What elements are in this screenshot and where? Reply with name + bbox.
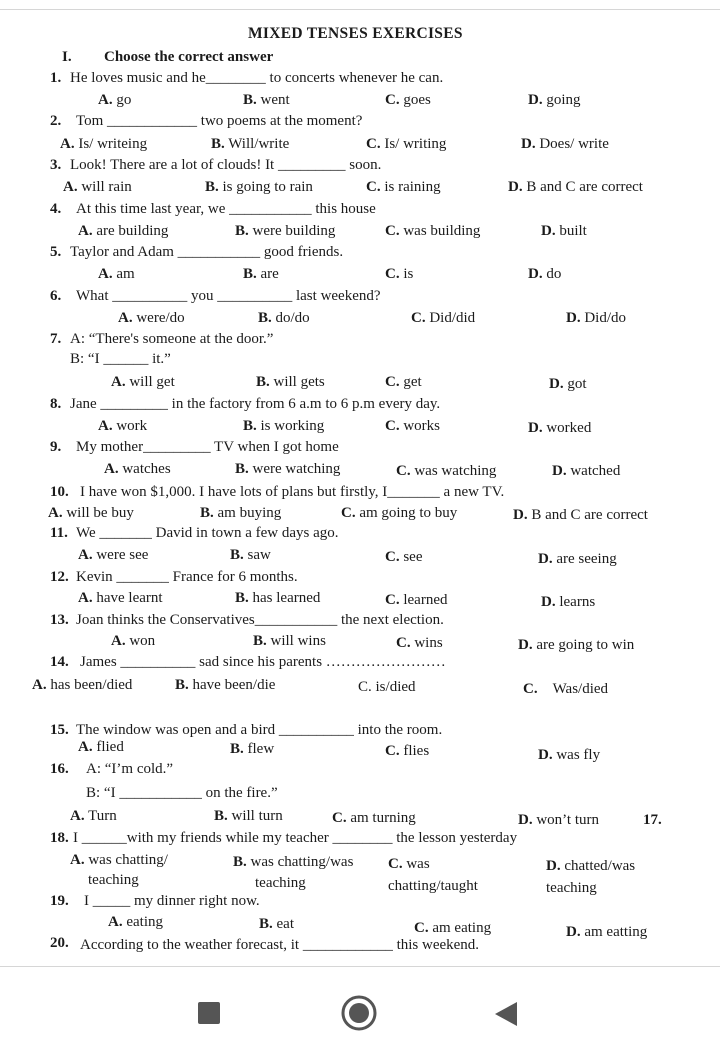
option-letter: B.	[235, 590, 249, 606]
circle-icon	[340, 994, 378, 1032]
option-letter: C.	[385, 743, 400, 759]
option-text: Was/died	[552, 681, 609, 697]
option-d[interactable]	[538, 550, 617, 568]
option-letter: C.	[385, 549, 400, 565]
option-c[interactable]	[414, 919, 491, 937]
option-a[interactable]	[104, 460, 171, 478]
option-text: has learned	[252, 590, 321, 606]
question-text: We _______ David in town a few days ago.	[76, 525, 339, 541]
option-text: eat	[276, 916, 294, 932]
option-d[interactable]	[508, 178, 643, 196]
option-text: learned	[403, 592, 448, 608]
option-text: will gets	[273, 374, 325, 390]
option-text: won	[129, 633, 156, 649]
question-number: 2.	[50, 113, 62, 129]
option-letter: B.	[233, 854, 247, 870]
option-letter: C.	[523, 681, 538, 697]
option-text: am going to buy	[359, 505, 458, 521]
option-letter: A.	[98, 92, 113, 108]
question-number: 19.	[50, 893, 69, 909]
option-text: watched	[570, 463, 621, 479]
question-text: The window was open and a bird __________ into the room.	[76, 722, 443, 738]
triangle-back-icon	[493, 1001, 519, 1027]
option-a[interactable]	[70, 807, 117, 825]
option-text: do	[546, 266, 562, 282]
option-c[interactable]	[385, 222, 480, 240]
option-text: goes	[403, 92, 431, 108]
option-letter: C.	[332, 810, 347, 826]
question-number: 7.	[50, 331, 62, 347]
option-text: watches	[122, 461, 171, 477]
option-text: flies	[403, 743, 430, 759]
option-letter: C.	[341, 505, 356, 521]
section-number: I.	[62, 49, 72, 65]
option-b[interactable]	[200, 504, 281, 522]
option-text: learns	[559, 594, 596, 610]
option-c[interactable]	[385, 591, 447, 609]
option-b[interactable]	[233, 853, 353, 871]
option-letter: B.	[235, 223, 249, 239]
option-letter: A.	[111, 633, 126, 649]
section-title: Choose the correct answer	[104, 49, 274, 65]
option-b[interactable]	[258, 309, 310, 327]
option-c[interactable]	[396, 634, 443, 652]
question-number: 10.	[50, 484, 69, 500]
option-letter: D.	[521, 136, 536, 152]
option-letter: B.	[175, 677, 189, 693]
option-letter: C.	[366, 179, 381, 195]
option-b[interactable]	[230, 740, 274, 758]
option-letter: C.	[385, 266, 400, 282]
option-c[interactable]	[385, 548, 423, 566]
option-text: B and C are correct	[531, 507, 648, 523]
option-d[interactable]	[518, 636, 634, 654]
question-number: 4.	[50, 201, 62, 217]
question-text: Look! There are a lot of clouds! It _________ soon.	[70, 157, 382, 173]
option-letter: B.	[230, 547, 244, 563]
option-b[interactable]	[259, 915, 294, 933]
option-a[interactable]	[48, 504, 134, 522]
top-divider	[0, 9, 720, 10]
option-a[interactable]	[78, 222, 168, 240]
option-text: Does/ write	[539, 136, 609, 152]
option-text: is working	[260, 418, 325, 434]
option-text: have been/die	[192, 677, 276, 693]
option-a[interactable]	[78, 546, 148, 564]
question-text: I ______with my friends while my teacher ________ the lesson yesterday	[73, 830, 518, 846]
question-number: 6.	[50, 288, 62, 304]
option-text: went	[260, 92, 290, 108]
square-icon	[198, 1002, 220, 1024]
option-text: do/do	[275, 310, 310, 326]
option-text: was	[406, 856, 430, 872]
question-text-line2: B: “I ___________ on the fire.”	[86, 785, 278, 801]
question-text: I have won $1,000. I have lots of plans but firstly, I_______ a new TV.	[80, 484, 505, 500]
option-c[interactable]	[341, 504, 457, 522]
navigation-bar	[0, 967, 720, 1061]
option-a[interactable]	[63, 178, 132, 196]
option-letter: C.	[385, 418, 400, 434]
option-letter: D.	[549, 376, 564, 392]
option-text: Did/do	[584, 310, 627, 326]
option-d[interactable]	[541, 593, 595, 611]
option-d[interactable]	[528, 265, 561, 283]
option-letter: C.	[358, 679, 372, 695]
option-text: won’t turn	[536, 812, 599, 828]
option-letter: A.	[78, 739, 93, 755]
option-letter: B.	[243, 418, 257, 434]
option-c[interactable]	[366, 135, 446, 153]
option-b[interactable]	[175, 676, 275, 694]
option-a-line2: teaching	[88, 872, 139, 888]
option-d[interactable]	[566, 309, 626, 327]
option-letter: D.	[546, 858, 561, 874]
option-text: work	[116, 418, 148, 434]
option-letter: D.	[538, 551, 553, 567]
option-text: is/died	[375, 679, 416, 695]
option-text: Is/ writing	[384, 136, 447, 152]
option-letter: A.	[111, 374, 126, 390]
option-letter: B.	[253, 633, 267, 649]
question-text: Taylor and Adam ___________ good friends.	[70, 244, 344, 260]
option-letter: C.	[414, 920, 429, 936]
option-letter: A.	[118, 310, 133, 326]
option-text: was fly	[556, 747, 601, 763]
option-text: will be buy	[66, 505, 134, 521]
option-a[interactable]	[98, 91, 131, 109]
question-text: At this time last year, we ___________ this house	[76, 201, 376, 217]
option-text: chatted/was	[564, 858, 636, 874]
page-title: MIXED TENSES EXERCISES	[248, 25, 463, 42]
option-letter: D.	[518, 812, 533, 828]
option-text: am eating	[432, 920, 492, 936]
option-c[interactable]	[385, 417, 440, 435]
option-letter: C.	[385, 374, 400, 390]
option-letter: B.	[214, 808, 228, 824]
option-text: am buying	[217, 505, 282, 521]
option-text: saw	[247, 547, 271, 563]
option-d-line2: teaching	[546, 880, 597, 896]
option-text: have learnt	[96, 590, 163, 606]
option-c[interactable]	[411, 309, 475, 327]
option-text: are going to win	[536, 637, 635, 653]
option-a[interactable]	[118, 309, 185, 327]
option-letter: D.	[552, 463, 567, 479]
question-number: 18.	[50, 830, 69, 846]
option-letter: B.	[205, 179, 219, 195]
option-text: flew	[247, 741, 275, 757]
option-text: am eatting	[584, 924, 648, 940]
option-letter: A.	[60, 136, 75, 152]
option-text: Will/write	[228, 136, 290, 152]
option-c[interactable]	[385, 91, 431, 109]
question-number: 8.	[50, 396, 62, 412]
recents-button[interactable]	[198, 1002, 220, 1024]
option-a[interactable]	[98, 417, 147, 435]
option-text: were building	[252, 223, 336, 239]
option-b[interactable]	[243, 417, 324, 435]
option-d[interactable]	[552, 462, 620, 480]
option-text: works	[403, 418, 441, 434]
option-letter: A.	[78, 223, 93, 239]
question-text: According to the weather forecast, it ____________ this weekend.	[80, 937, 480, 953]
option-letter: A.	[104, 461, 119, 477]
option-text: are	[260, 266, 279, 282]
option-text: Did/did	[429, 310, 476, 326]
option-letter: C.	[385, 223, 400, 239]
option-c-line2: chatting/taught	[388, 878, 478, 894]
option-letter: A.	[70, 808, 85, 824]
back-button[interactable]	[493, 1001, 519, 1027]
option-c[interactable]	[385, 373, 422, 391]
option-text: were/do	[136, 310, 185, 326]
option-b[interactable]	[205, 178, 313, 196]
option-letter: C.	[388, 856, 403, 872]
option-letter: A.	[70, 852, 85, 868]
option-letter: B.	[230, 741, 244, 757]
option-letter: D.	[541, 223, 556, 239]
option-text: am turning	[350, 810, 416, 826]
option-text: will get	[129, 374, 175, 390]
option-letter: B.	[211, 136, 225, 152]
option-letter: C.	[385, 92, 400, 108]
option-letter: B.	[243, 266, 257, 282]
option-b-line2: teaching	[255, 875, 306, 891]
option-text: B and C are correct	[526, 179, 643, 195]
option-letter: A.	[78, 547, 93, 563]
option-d[interactable]	[513, 506, 648, 524]
option-text: has been/died	[50, 677, 133, 693]
option-c[interactable]	[385, 742, 429, 760]
option-letter: D.	[541, 594, 556, 610]
option-d[interactable]	[528, 91, 581, 109]
question-number: 3.	[50, 157, 62, 173]
option-letter: A.	[98, 418, 113, 434]
option-letter: A.	[78, 590, 93, 606]
question-text-line2: B: “I ______ it.”	[70, 351, 171, 367]
question-text: My mother_________ TV when I got home	[76, 439, 339, 455]
question-number: 16.	[50, 761, 69, 777]
option-c[interactable]	[385, 265, 413, 283]
question-number: 9.	[50, 439, 62, 455]
option-letter: B.	[256, 374, 270, 390]
option-a[interactable]	[70, 851, 168, 869]
option-letter: B.	[258, 310, 272, 326]
option-letter: A.	[63, 179, 78, 195]
question-text: Joan thinks the Conservatives___________ the next election.	[76, 612, 444, 628]
option-b[interactable]	[235, 460, 340, 478]
option-text: eating	[126, 914, 163, 930]
option-d[interactable]	[566, 923, 647, 941]
option-letter: D.	[528, 92, 543, 108]
option-c[interactable]	[332, 809, 416, 827]
option-d[interactable]	[521, 135, 609, 153]
option-text: was watching	[414, 463, 497, 479]
option-text: was building	[403, 223, 481, 239]
question-number: 13.	[50, 612, 69, 628]
option-letter: C.	[411, 310, 426, 326]
option-d[interactable]	[523, 680, 608, 698]
option-letter: B.	[200, 505, 214, 521]
option-d[interactable]	[538, 746, 600, 764]
question-number: 1.	[50, 70, 62, 86]
option-c[interactable]	[388, 855, 430, 873]
option-text: are seeing	[556, 551, 617, 567]
option-d[interactable]	[546, 857, 635, 875]
option-b[interactable]	[230, 546, 271, 564]
question-text: A: “I’m cold.”	[86, 761, 174, 777]
question-number: 5.	[50, 244, 62, 260]
option-c[interactable]	[396, 462, 496, 480]
question-text: Tom ____________ two poems at the moment?	[76, 113, 363, 129]
question-number-17: 17.	[643, 812, 662, 828]
option-letter: B.	[259, 916, 273, 932]
option-c[interactable]	[358, 678, 416, 696]
option-b[interactable]	[235, 222, 335, 240]
option-text: will wins	[270, 633, 326, 649]
option-text: built	[559, 223, 587, 239]
question-text: Jane _________ in the factory from 6 a.m to 6 p.m every day.	[70, 396, 441, 412]
option-d[interactable]	[528, 419, 591, 437]
question-text: James __________ sad since his parents ……………………	[80, 654, 446, 670]
option-letter: B.	[243, 92, 257, 108]
option-letter: D.	[518, 637, 533, 653]
option-text: got	[567, 376, 587, 392]
home-button[interactable]	[340, 994, 378, 1032]
option-text: get	[403, 374, 422, 390]
option-letter: D.	[566, 310, 581, 326]
option-a[interactable]	[32, 676, 132, 694]
option-text: flied	[96, 739, 124, 755]
question-number: 12.	[50, 569, 69, 585]
option-letter: D.	[513, 507, 528, 523]
option-letter: C.	[366, 136, 381, 152]
option-letter: C.	[396, 635, 411, 651]
question-text: He loves music and he________ to concerts whenever he can.	[70, 70, 444, 86]
option-text: wins	[414, 635, 443, 651]
question-number: 14.	[50, 654, 69, 670]
option-text: were watching	[252, 461, 341, 477]
option-text: see	[403, 549, 423, 565]
option-b[interactable]	[243, 91, 290, 109]
option-d[interactable]	[518, 811, 599, 829]
option-b[interactable]	[214, 807, 283, 825]
option-letter: C.	[385, 592, 400, 608]
option-text: will turn	[231, 808, 283, 824]
option-text: Turn	[88, 808, 117, 824]
option-text: is raining	[384, 179, 441, 195]
option-b[interactable]	[253, 632, 326, 650]
option-letter: A.	[48, 505, 63, 521]
question-text: What __________ you __________ last weekend?	[76, 288, 381, 304]
option-letter: D.	[538, 747, 553, 763]
option-text: is going to rain	[222, 179, 313, 195]
option-letter: A.	[108, 914, 123, 930]
question-text: I _____ my dinner right now.	[84, 893, 260, 909]
option-a[interactable]	[108, 913, 163, 931]
question-number: 15.	[50, 722, 69, 738]
option-letter: B.	[235, 461, 249, 477]
option-text: worked	[546, 420, 592, 436]
option-d[interactable]	[541, 222, 587, 240]
option-a[interactable]	[78, 738, 124, 756]
option-letter: A.	[32, 677, 47, 693]
question-number: 11.	[50, 525, 68, 541]
option-b[interactable]	[211, 135, 289, 153]
option-a[interactable]	[111, 632, 155, 650]
option-a[interactable]	[98, 265, 135, 283]
option-text: were see	[96, 547, 149, 563]
option-letter: D.	[508, 179, 523, 195]
option-letter: D.	[528, 266, 543, 282]
option-text: Is/ writeing	[78, 136, 148, 152]
option-text: was chatting/was	[250, 854, 354, 870]
option-text: going	[546, 92, 581, 108]
option-letter: D.	[528, 420, 543, 436]
option-text: go	[116, 92, 132, 108]
option-letter: A.	[98, 266, 113, 282]
option-d[interactable]	[549, 375, 587, 393]
option-text: will rain	[81, 179, 132, 195]
option-letter: C.	[396, 463, 411, 479]
option-b[interactable]	[256, 373, 325, 391]
question-text: Kevin _______ France for 6 months.	[76, 569, 298, 585]
option-text: was chatting/	[88, 852, 168, 868]
question-text: A: “There's someone at the door.”	[70, 331, 274, 347]
option-a[interactable]	[111, 373, 175, 391]
option-text: am	[116, 266, 135, 282]
option-letter: D.	[566, 924, 581, 940]
question-number: 20.	[50, 935, 69, 951]
option-a[interactable]	[60, 135, 147, 153]
option-b[interactable]	[235, 589, 320, 607]
option-text: are building	[96, 223, 169, 239]
option-a[interactable]	[78, 589, 163, 607]
option-text: is	[403, 266, 414, 282]
option-b[interactable]	[243, 265, 279, 283]
option-c[interactable]	[366, 178, 441, 196]
